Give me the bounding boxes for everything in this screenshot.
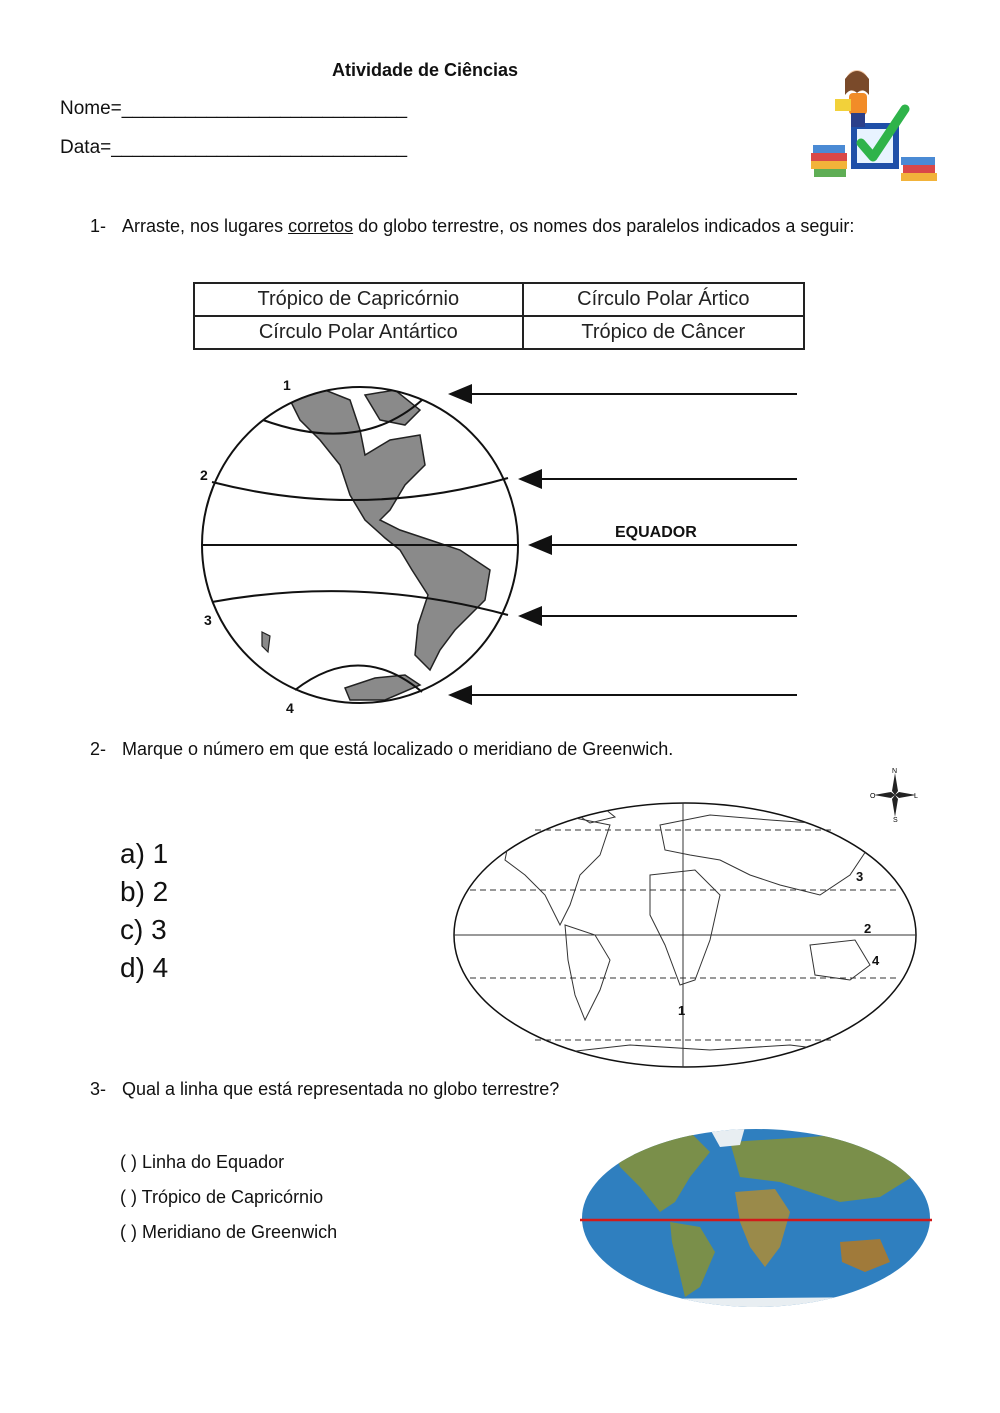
teacher-checkmark-illustration	[805, 65, 940, 190]
compass-w: O	[870, 793, 876, 800]
map-label: 1	[678, 1003, 686, 1018]
option-a[interactable]: a) 1	[120, 838, 169, 869]
draggable-name[interactable]: Círculo Polar Ártico	[523, 283, 804, 316]
question-1-underlined-word: corretos	[288, 216, 354, 236]
option-d[interactable]: d) 4	[120, 952, 169, 983]
compass-n: N	[892, 768, 898, 775]
name-field[interactable]: Nome=___________________________	[60, 98, 408, 119]
question-2-number: 2-	[90, 739, 107, 759]
question-3-text: Qual a linha que está representada no globo terrestre?	[122, 1079, 560, 1099]
draggable-name[interactable]: Círculo Polar Antártico	[194, 316, 523, 349]
question-2-options	[120, 835, 168, 987]
date-field[interactable]: Data=____________________________	[60, 137, 408, 158]
map-label: 4	[872, 953, 880, 968]
compass-rose-icon	[870, 765, 920, 823]
page-title: Atividade de Ciências	[331, 60, 519, 80]
globe-label: 3	[204, 612, 212, 628]
equator-label: EQUADOR	[615, 524, 697, 541]
question-1	[90, 213, 890, 239]
choice-capricorn[interactable]: ( ) Trópico de Capricórnio	[120, 1187, 324, 1207]
question-3-number: 3-	[90, 1079, 107, 1099]
choice-greenwich[interactable]: ( ) Meridiano de Greenwich	[120, 1222, 338, 1242]
draggable-name[interactable]: Trópico de Câncer	[523, 316, 804, 349]
question-3	[90, 1076, 890, 1102]
compass-e: L	[914, 793, 918, 800]
question-1-number: 1-	[90, 216, 107, 236]
draggable-name[interactable]: Trópico de Capricórnio	[194, 283, 523, 316]
map-label: 2	[864, 921, 872, 936]
option-c[interactable]: c) 3	[120, 914, 167, 945]
globe-label: 4	[286, 700, 294, 716]
map-label: 3	[856, 869, 864, 884]
option-b[interactable]: b) 2	[120, 876, 169, 907]
world-satellite-map	[580, 1127, 932, 1309]
compass-s: S	[893, 817, 898, 823]
globe-label: 1	[283, 377, 291, 393]
globe-parallels-diagram	[190, 370, 810, 720]
question-3-choices	[120, 1145, 337, 1250]
question-2-text: Marque o número em que está localizado o meridiano de Greenwich.	[122, 739, 674, 759]
question-1-text-start: Arraste, nos lugares	[122, 216, 289, 236]
question-1-text-end: do globo terrestre, os nomes dos paralelos indicados a seguir:	[353, 216, 855, 236]
question-2	[90, 736, 890, 762]
choice-equator[interactable]: ( ) Linha do Equador	[120, 1152, 285, 1172]
world-map-outline	[450, 765, 940, 1070]
globe-label: 2	[200, 467, 208, 483]
parallel-names-table	[193, 282, 805, 350]
